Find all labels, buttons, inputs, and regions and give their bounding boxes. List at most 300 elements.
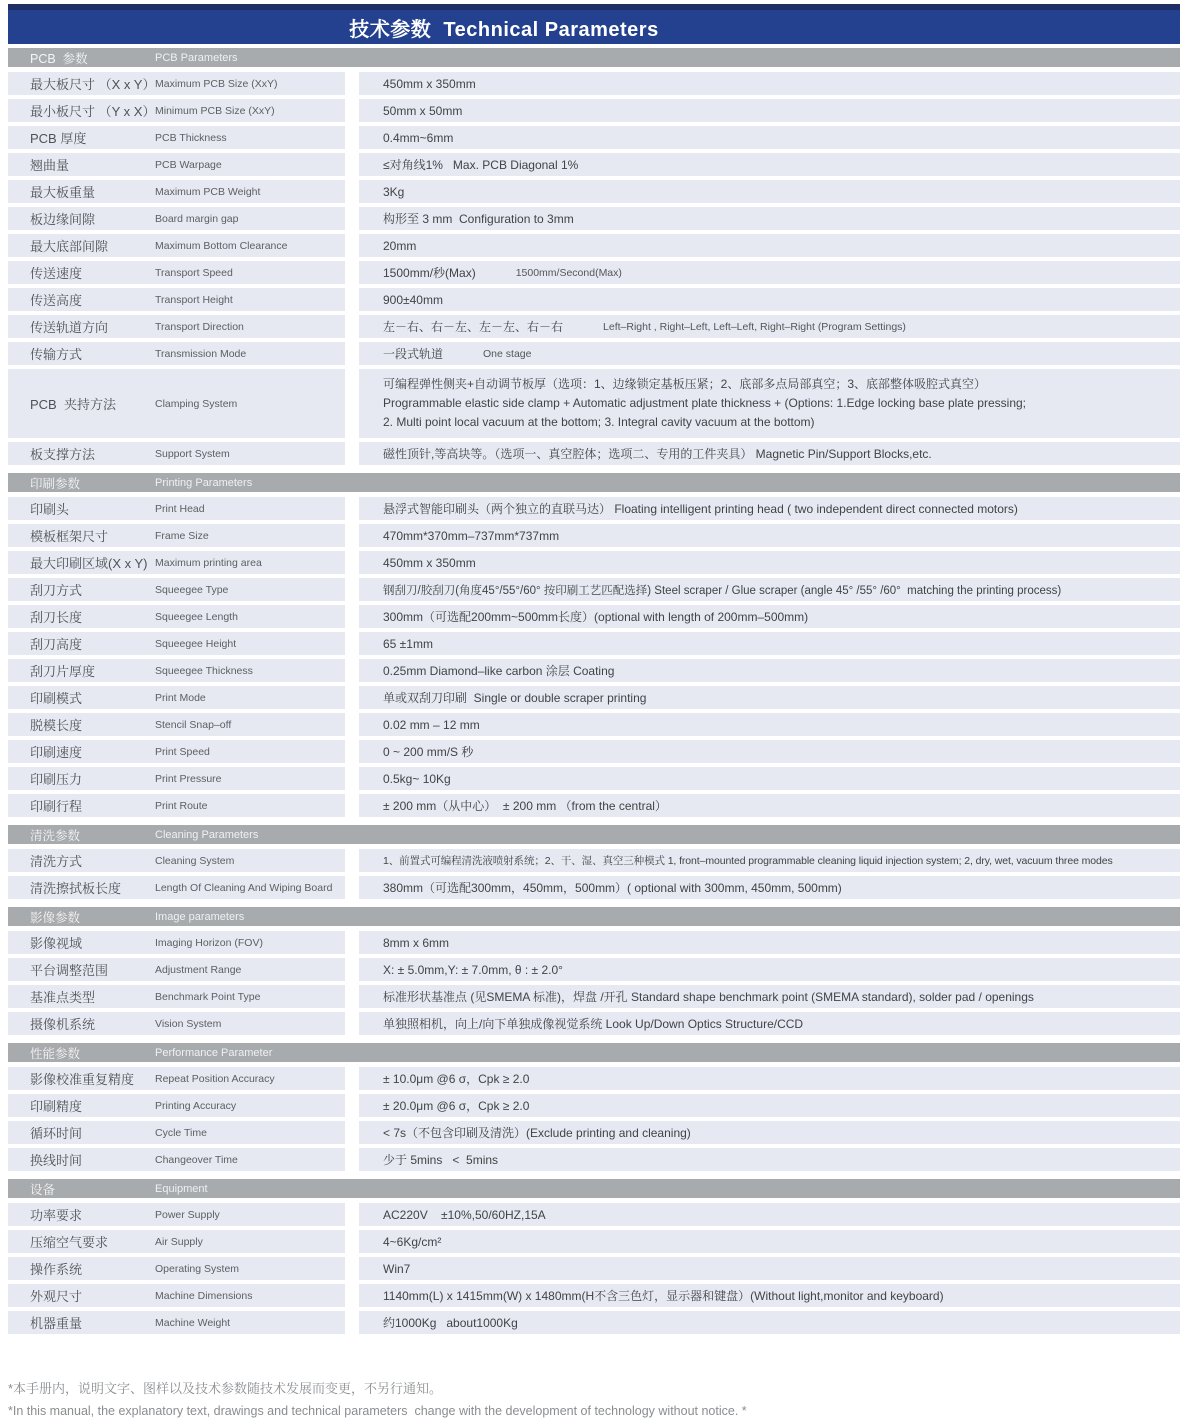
column-divider xyxy=(345,99,359,122)
row-value xyxy=(359,442,1180,465)
row-value-line: 可编程弹性侧夹+自动调节板厚（选项：1、边缘锁定基板压紧；2、底部多点局部真空；3、底部整体吸腔式真空） xyxy=(383,377,987,391)
row-label-zh: 清洗方式 xyxy=(30,854,83,869)
section-title-en: Equipment xyxy=(155,1182,208,1195)
row-labels xyxy=(8,632,345,655)
column-divider xyxy=(345,876,359,899)
row-label-zh: 摄像机系统 xyxy=(30,1017,96,1032)
row-labels xyxy=(8,767,345,790)
column-divider xyxy=(345,794,359,817)
row-value xyxy=(359,1203,1180,1226)
column-divider xyxy=(345,985,359,1008)
row-label-zh: 印刷压力 xyxy=(30,772,83,787)
row-value xyxy=(359,1230,1180,1253)
row-value-secondary-text: 1500mm/Second(Max) xyxy=(515,266,622,279)
row-label-en: Length Of Cleaning And Wiping Board xyxy=(155,881,333,894)
row-labels xyxy=(8,1257,345,1280)
row-value xyxy=(359,849,1180,872)
table-row xyxy=(8,767,1180,790)
row-value xyxy=(359,659,1180,682)
row-value-text: 20mm xyxy=(383,238,417,253)
row-label-en: Clamping System xyxy=(155,397,238,410)
row-value xyxy=(359,180,1180,203)
row-label-en: Imaging Horizon (FOV) xyxy=(155,936,263,949)
section-title-en: Printing Parameters xyxy=(155,476,253,489)
column-divider xyxy=(345,686,359,709)
row-label-zh: 操作系统 xyxy=(30,1262,83,1277)
row-value xyxy=(359,207,1180,230)
row-value-line: 2. Multi point local vacuum at the bottom; 3. Integral cavity vacuum at the bottom) xyxy=(383,415,815,429)
row-value-text: 一段式轨道 xyxy=(383,347,444,361)
row-labels xyxy=(8,578,345,601)
table-row xyxy=(8,686,1180,709)
row-label-en: Printing Accuracy xyxy=(155,1099,237,1112)
row-value-text: 450mm x 350mm xyxy=(383,76,476,91)
row-labels xyxy=(8,1203,345,1226)
row-label-zh: 板边缘间隙 xyxy=(30,212,96,227)
row-label-en: Maximum Bottom Clearance xyxy=(155,239,288,252)
row-label-en: Maximum PCB Weight xyxy=(155,185,261,198)
row-value xyxy=(359,99,1180,122)
row-label-en: Power Supply xyxy=(155,1208,220,1221)
row-value-text: 4~6Kg/cm² xyxy=(383,1234,442,1249)
row-labels xyxy=(8,794,345,817)
footnote-zh: *本手册内，说明文字、图样以及技术参数随技术发展而变更，不另行通知。 xyxy=(8,1381,443,1396)
row-value xyxy=(359,342,1180,365)
section-header-4 xyxy=(8,1043,1180,1062)
table-row xyxy=(8,794,1180,817)
table-row xyxy=(8,578,1180,601)
table-row xyxy=(8,1284,1180,1307)
row-value-text: 构形至 3 mm Configuration to 3mm xyxy=(383,212,574,226)
row-value xyxy=(359,288,1180,311)
column-divider xyxy=(345,578,359,601)
row-labels xyxy=(8,180,345,203)
table-row xyxy=(8,342,1180,365)
row-labels xyxy=(8,659,345,682)
column-divider xyxy=(345,1311,359,1334)
row-label-en: Print Mode xyxy=(155,691,206,704)
row-value-text: 磁性顶针,等高块等。（选项一、真空腔体；选项二、专用的工件夹具） Magnetic Pin/Support Blocks,etc. xyxy=(383,447,932,461)
column-divider xyxy=(345,72,359,95)
row-value xyxy=(359,686,1180,709)
table-row xyxy=(8,1067,1180,1090)
row-label-en: Maximum printing area xyxy=(155,556,262,569)
column-divider xyxy=(345,497,359,520)
column-divider xyxy=(345,1257,359,1280)
table-row xyxy=(8,180,1180,203)
row-label-en: Machine Dimensions xyxy=(155,1289,253,1302)
title-bar xyxy=(8,10,1180,44)
row-label-zh: 刮刀方式 xyxy=(30,583,83,598)
row-labels xyxy=(8,72,345,95)
column-divider xyxy=(345,551,359,574)
column-divider xyxy=(345,1067,359,1090)
row-label-zh: PCB 厚度 xyxy=(30,131,87,146)
row-value-text: 单或双刮刀印刷 Single or double scraper printing xyxy=(383,691,647,705)
row-labels xyxy=(8,207,345,230)
row-labels xyxy=(8,288,345,311)
column-divider xyxy=(345,153,359,176)
table-row xyxy=(8,72,1180,95)
row-label-zh: 刮刀片厚度 xyxy=(30,664,96,679)
row-value-secondary-text: One stage xyxy=(483,347,532,360)
section-title-zh: PCB 参数 xyxy=(30,51,88,66)
table-row xyxy=(8,659,1180,682)
row-value xyxy=(359,261,1180,284)
column-divider xyxy=(345,1284,359,1307)
section-header-5 xyxy=(8,1179,1180,1198)
row-value-text: 标准形状基准点 (见SMEMA 标准)，焊盘 /开孔 Standard shape benchmark point (SMEMA standard), solder pad / openings xyxy=(383,990,1034,1004)
row-value-secondary-text: Left–Right , Right–Left, Left–Left, Right–Right (Program Settings) xyxy=(603,320,906,333)
table-row xyxy=(8,876,1180,899)
row-value xyxy=(359,551,1180,574)
row-value xyxy=(359,315,1180,338)
row-label-zh: 传输方式 xyxy=(30,347,83,362)
row-label-en: Frame Size xyxy=(155,529,209,542)
row-value-text: 1500mm/秒(Max) xyxy=(383,266,476,280)
row-label-zh: 基准点类型 xyxy=(30,990,96,1005)
row-label-en: Transport Speed xyxy=(155,266,233,279)
row-value-text: 900±40mm xyxy=(383,292,443,307)
row-value-text: 1140mm(L) x 1415mm(W) x 1480mm(H不含三色灯，显示器和键盘）(Without light,monitor and keyboard) xyxy=(383,1289,944,1303)
row-value xyxy=(359,1121,1180,1144)
column-divider xyxy=(345,524,359,547)
table-row xyxy=(8,234,1180,257)
table-row xyxy=(8,931,1180,954)
row-label-en: Print Route xyxy=(155,799,208,812)
row-value xyxy=(359,605,1180,628)
row-value-text: 50mm x 50mm xyxy=(383,103,463,118)
section-header-3 xyxy=(8,907,1180,926)
row-value-text: ≤对角线1% Max. PCB Diagonal 1% xyxy=(383,158,579,172)
row-value xyxy=(359,1067,1180,1090)
section-header-2 xyxy=(8,825,1180,844)
table-row xyxy=(8,497,1180,520)
row-value-text: 8mm x 6mm xyxy=(383,935,449,950)
row-value xyxy=(359,126,1180,149)
table-row xyxy=(8,958,1180,981)
table-row xyxy=(8,126,1180,149)
row-label-en: Repeat Position Accuracy xyxy=(155,1072,275,1085)
row-label-zh: 最大板重量 xyxy=(30,185,96,200)
row-label-en: Print Speed xyxy=(155,745,210,758)
row-labels xyxy=(8,686,345,709)
row-value xyxy=(359,794,1180,817)
table-row xyxy=(8,369,1180,438)
row-label-zh: 印刷精度 xyxy=(30,1099,83,1114)
row-value-text: Win7 xyxy=(383,1261,411,1276)
row-label-en: Adjustment Range xyxy=(155,963,242,976)
row-label-zh: 印刷速度 xyxy=(30,745,83,760)
column-divider xyxy=(345,1203,359,1226)
table-row xyxy=(8,1311,1180,1334)
row-labels xyxy=(8,497,345,520)
row-label-zh: PCB 夹持方法 xyxy=(30,397,116,412)
row-label-en: Changeover Time xyxy=(155,1153,238,1166)
row-label-zh: 影像视域 xyxy=(30,936,83,951)
row-label-zh: 传送高度 xyxy=(30,293,83,308)
column-divider xyxy=(345,207,359,230)
row-value xyxy=(359,985,1180,1008)
table-row xyxy=(8,1094,1180,1117)
column-divider xyxy=(345,180,359,203)
column-divider xyxy=(345,958,359,981)
row-value-text: 450mm x 350mm xyxy=(383,555,476,570)
section-title-zh: 印刷参数 xyxy=(30,476,81,491)
row-value-text: 约1000Kg about1000Kg xyxy=(383,1316,518,1330)
row-label-zh: 翘曲量 xyxy=(30,158,70,173)
row-value xyxy=(359,234,1180,257)
column-divider xyxy=(345,369,359,438)
row-labels xyxy=(8,1067,345,1090)
row-value-text: 少于 5mins < 5mins xyxy=(383,1153,499,1167)
row-value xyxy=(359,369,1180,438)
row-value xyxy=(359,72,1180,95)
row-label-zh: 最大底部间隙 xyxy=(30,239,109,254)
row-value-text: 380mm（可选配300mm，450mm，500mm）( optional with 300mm, 450mm, 500mm) xyxy=(383,881,842,895)
row-label-en: Cleaning System xyxy=(155,854,235,867)
row-labels xyxy=(8,713,345,736)
parameters-table xyxy=(0,48,1180,1334)
section-title-en: PCB Parameters xyxy=(155,51,238,64)
section-title-zh: 设备 xyxy=(30,1182,56,1197)
table-row xyxy=(8,288,1180,311)
section-title-zh: 清洗参数 xyxy=(30,828,81,843)
row-labels xyxy=(8,551,345,574)
column-divider xyxy=(345,315,359,338)
row-value-text: X: ± 5.0mm,Y: ± 7.0mm, θ : ± 2.0° xyxy=(383,962,563,977)
row-label-en: Board margin gap xyxy=(155,212,239,225)
row-labels xyxy=(8,126,345,149)
row-labels xyxy=(8,985,345,1008)
row-value-text: 0.02 mm – 12 mm xyxy=(383,717,480,732)
column-divider xyxy=(345,342,359,365)
row-labels xyxy=(8,442,345,465)
column-divider xyxy=(345,931,359,954)
column-divider xyxy=(345,1012,359,1035)
column-divider xyxy=(345,767,359,790)
row-label-en: Transport Height xyxy=(155,293,233,306)
row-label-zh: 刮刀高度 xyxy=(30,637,83,652)
column-divider xyxy=(345,849,359,872)
row-value-text: ± 20.0μm @6 σ，Cpk ≥ 2.0 xyxy=(383,1099,530,1113)
row-label-en: Squeegee Thickness xyxy=(155,664,253,677)
row-labels xyxy=(8,261,345,284)
row-label-zh: 换线时间 xyxy=(30,1153,83,1168)
row-labels xyxy=(8,1230,345,1253)
table-row xyxy=(8,1012,1180,1035)
row-label-zh: 传送速度 xyxy=(30,266,83,281)
table-row xyxy=(8,442,1180,465)
row-label-en: Operating System xyxy=(155,1262,240,1275)
row-label-en: Machine Weight xyxy=(155,1316,231,1329)
row-labels xyxy=(8,1311,345,1334)
table-row xyxy=(8,1148,1180,1171)
row-value xyxy=(359,524,1180,547)
table-row xyxy=(8,261,1180,284)
footnotes xyxy=(8,1378,747,1422)
row-label-en: Squeegee Type xyxy=(155,583,229,596)
row-value-text: 300mm（可选配200mm~500mm长度）(optional with length of 200mm–500mm) xyxy=(383,610,809,624)
row-value xyxy=(359,958,1180,981)
row-labels xyxy=(8,740,345,763)
row-label-en: Transport Direction xyxy=(155,320,244,333)
table-row xyxy=(8,713,1180,736)
row-label-en: Print Head xyxy=(155,502,205,515)
table-row xyxy=(8,605,1180,628)
row-label-zh: 板支撑方法 xyxy=(30,447,96,462)
column-divider xyxy=(345,288,359,311)
table-row xyxy=(8,849,1180,872)
row-labels xyxy=(8,153,345,176)
row-labels xyxy=(8,849,345,872)
table-row xyxy=(8,524,1180,547)
row-label-zh: 最小板尺寸 （Y x X） xyxy=(30,104,156,119)
column-divider xyxy=(345,605,359,628)
row-value-text: 钢刮刀/胶刮刀(角度45°/55°/60° 按印刷工艺匹配选择) Steel scraper / Glue scraper (angle 45° /55° /60° matching the printing process) xyxy=(383,584,1062,597)
row-value-text: < 7s（不包含印刷及清洗）(Exclude printing and cleaning) xyxy=(383,1126,691,1140)
column-divider xyxy=(345,126,359,149)
row-label-en: Squeegee Length xyxy=(155,610,238,623)
footnote-en: *In this manual, the explanatory text, drawings and technical parameters change with the development of technology without notice. * xyxy=(8,1404,747,1418)
row-value xyxy=(359,1284,1180,1307)
row-value-text: ± 200 mm（从中心） ± 200 mm （from the central） xyxy=(383,799,667,813)
row-value xyxy=(359,1311,1180,1334)
column-divider xyxy=(345,234,359,257)
row-label-zh: 印刷模式 xyxy=(30,691,83,706)
row-value xyxy=(359,767,1180,790)
column-divider xyxy=(345,713,359,736)
row-value xyxy=(359,1012,1180,1035)
row-labels xyxy=(8,605,345,628)
row-labels xyxy=(8,876,345,899)
row-label-en: PCB Warpage xyxy=(155,158,222,171)
row-labels xyxy=(8,931,345,954)
row-label-zh: 机器重量 xyxy=(30,1316,83,1331)
column-divider xyxy=(345,740,359,763)
column-divider xyxy=(345,1121,359,1144)
page-title: 技术参数 Technical Parameters xyxy=(349,18,659,41)
table-row xyxy=(8,153,1180,176)
section-header-0 xyxy=(8,48,1180,67)
section-title-en: Cleaning Parameters xyxy=(155,828,259,841)
row-label-zh: 印刷行程 xyxy=(30,799,83,814)
row-label-zh: 传送轨道方向 xyxy=(30,320,109,335)
row-label-zh: 平台调整范围 xyxy=(30,963,109,978)
row-value-line: Programmable elastic side clamp + Automatic adjustment plate thickness + (Options: 1.Edge locking base plate pressing; xyxy=(383,396,1027,410)
row-label-en: PCB Thickness xyxy=(155,131,227,144)
row-value-text: 0.5kg~ 10Kg xyxy=(383,771,451,786)
section-title-zh: 性能参数 xyxy=(30,1046,81,1061)
table-row xyxy=(8,99,1180,122)
column-divider xyxy=(345,1094,359,1117)
row-value-text: ± 10.0μm @6 σ，Cpk ≥ 2.0 xyxy=(383,1072,530,1086)
row-value xyxy=(359,497,1180,520)
row-label-en: Benchmark Point Type xyxy=(155,990,261,1003)
row-labels xyxy=(8,1012,345,1035)
row-labels xyxy=(8,958,345,981)
row-value xyxy=(359,931,1180,954)
row-value-text: 0.25mm Diamond–like carbon 涂层 Coating xyxy=(383,664,615,678)
row-label-zh: 最大印刷区域(X x Y) xyxy=(30,556,148,571)
row-value xyxy=(359,153,1180,176)
row-value-text: 3Kg xyxy=(383,184,405,199)
row-value xyxy=(359,1257,1180,1280)
row-value xyxy=(359,713,1180,736)
row-value xyxy=(359,740,1180,763)
row-label-en: Vision System xyxy=(155,1017,222,1030)
section-title-en: Performance Parameter xyxy=(155,1046,273,1059)
row-label-en: Support System xyxy=(155,447,230,460)
row-value xyxy=(359,1094,1180,1117)
row-labels xyxy=(8,315,345,338)
row-label-en: Minimum PCB Size (XxY) xyxy=(155,104,275,117)
table-row xyxy=(8,1203,1180,1226)
section-title-en: Image parameters xyxy=(155,910,245,923)
column-divider xyxy=(345,261,359,284)
row-label-zh: 清洗擦拭板长度 xyxy=(30,881,122,896)
section-title-zh: 影像参数 xyxy=(30,910,81,925)
row-label-zh: 印刷头 xyxy=(30,502,70,517)
row-value-text: 0 ~ 200 mm/S 秒 xyxy=(383,745,474,759)
row-label-en: Transmission Mode xyxy=(155,347,247,360)
table-row xyxy=(8,1257,1180,1280)
row-label-en: Cycle Time xyxy=(155,1126,207,1139)
table-row xyxy=(8,632,1180,655)
row-label-en: Print Pressure xyxy=(155,772,222,785)
row-label-zh: 刮刀长度 xyxy=(30,610,83,625)
row-label-zh: 脱模长度 xyxy=(30,718,83,733)
column-divider xyxy=(345,659,359,682)
column-divider xyxy=(345,442,359,465)
table-row xyxy=(8,551,1180,574)
column-divider xyxy=(345,1230,359,1253)
row-value xyxy=(359,632,1180,655)
row-labels xyxy=(8,524,345,547)
row-labels xyxy=(8,1121,345,1144)
row-value-text: 悬浮式智能印刷头（两个独立的直联马达） Floating intelligent printing head ( two independent direct connected motors) xyxy=(383,502,1018,516)
row-label-zh: 最大板尺寸 （X x Y） xyxy=(30,77,156,92)
column-divider xyxy=(345,632,359,655)
row-label-en: Squeegee Height xyxy=(155,637,237,650)
row-value xyxy=(359,1148,1180,1171)
row-label-en: Maximum PCB Size (XxY) xyxy=(155,77,278,90)
row-label-zh: 模板框架尺寸 xyxy=(30,529,109,544)
row-labels xyxy=(8,1094,345,1117)
row-value-text: 0.4mm~6mm xyxy=(383,130,454,145)
row-label-en: Stencil Snap–off xyxy=(155,718,232,731)
row-label-zh: 影像校准重复精度 xyxy=(30,1072,135,1087)
table-row xyxy=(8,1230,1180,1253)
row-value-text: 470mm*370mm–737mm*737mm xyxy=(383,528,560,543)
row-label-zh: 外观尺寸 xyxy=(30,1289,83,1304)
row-labels xyxy=(8,99,345,122)
row-value-text: 65 ±1mm xyxy=(383,636,433,651)
row-label-zh: 压缩空气要求 xyxy=(30,1235,109,1250)
row-labels xyxy=(8,1148,345,1171)
row-value xyxy=(359,578,1180,601)
section-header-1 xyxy=(8,473,1180,492)
row-labels xyxy=(8,342,345,365)
table-row xyxy=(8,985,1180,1008)
row-value-text: 左－右、右－左、左－左、右－右 xyxy=(383,320,564,334)
row-value-text: AC220V ±10%,50/60HZ,15A xyxy=(383,1207,546,1222)
row-value-text: 单独照相机，向上/向下单独成像视觉系统 Look Up/Down Optics Structure/CCD xyxy=(383,1017,804,1031)
table-row xyxy=(8,207,1180,230)
row-value xyxy=(359,876,1180,899)
table-row xyxy=(8,1121,1180,1144)
table-row xyxy=(8,740,1180,763)
